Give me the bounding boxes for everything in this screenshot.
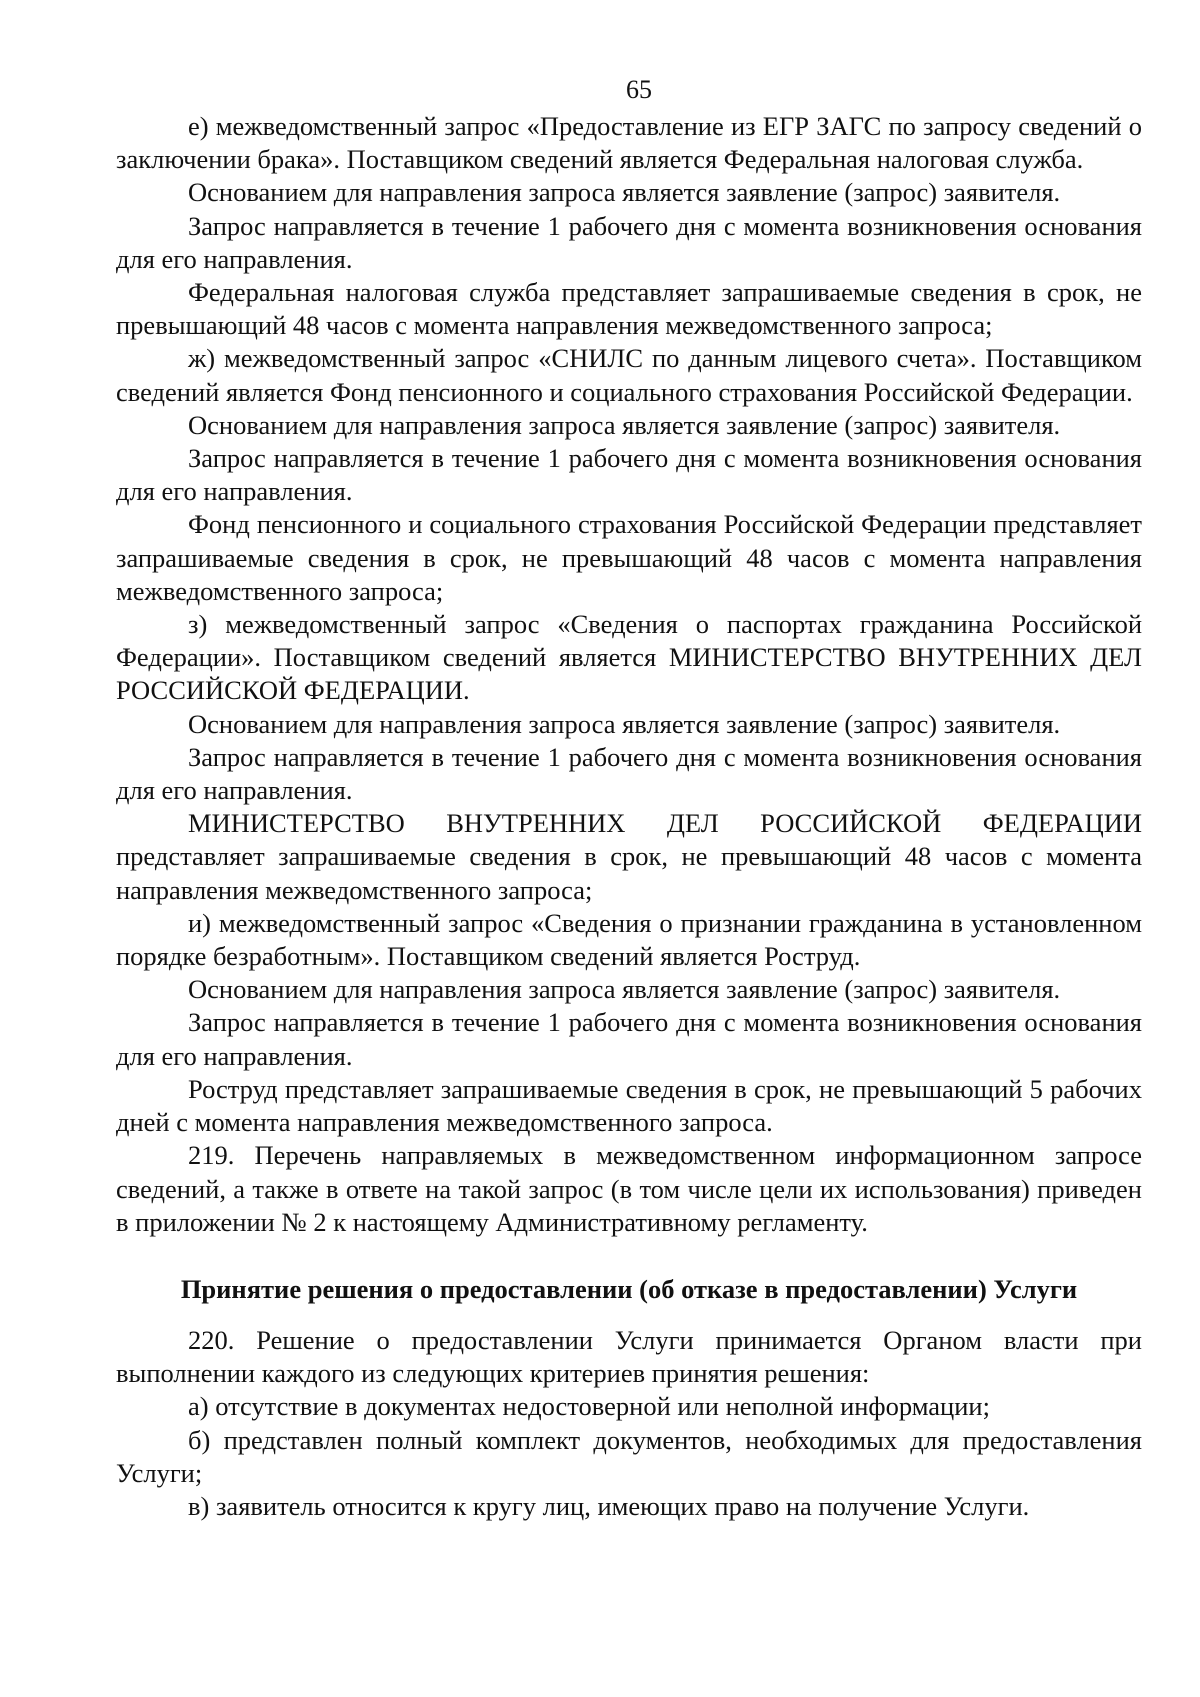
body-text-after <box>116 1324 1142 1523</box>
paragraph: ж) межведомственный запрос «СНИЛС по данным лицевого счета». Поставщиком сведений является Фонд пенсионного и социального страхования Российской Федерации. <box>116 343 1142 407</box>
paragraph: Запрос направляется в течение 1 рабочего дня с момента возникновения основания для его направления. <box>116 443 1142 507</box>
paragraph: Федеральная налоговая служба представляет запрашиваемые сведения в срок, не превышающий 48 часов с момента направления межведомственного запроса; <box>116 277 1142 341</box>
body-text-before <box>116 110 1142 1239</box>
paragraph: в) заявитель относится к кругу лиц, имеющих право на получение Услуги. <box>188 1490 1030 1521</box>
paragraph: а) отсутствие в документах недостоверной или неполной информации; <box>188 1391 990 1422</box>
paragraph: Основанием для направления запроса является заявление (запрос) заявителя. <box>188 974 1061 1005</box>
paragraph: Роструд представляет запрашиваемые сведения в срок, не превышающий 5 рабочих дней с момента направления межведомственного запроса. <box>116 1073 1142 1138</box>
paragraph: Фонд пенсионного и социального страхования Российской Федерации представляет запрашиваемые сведения в срок, не превышающий 48 часов с момента направления межведомственного запроса; <box>116 509 1142 606</box>
paragraph: б) представлен полный комплект документов, необходимых для предоставления Услуги; <box>116 1424 1142 1488</box>
paragraph: Основанием для направления запроса является заявление (запрос) заявителя. <box>188 177 1061 208</box>
paragraph: Запрос направляется в течение 1 рабочего дня с момента возникновения основания для его направления. <box>116 1007 1142 1071</box>
paragraph: Основанием для направления запроса является заявление (запрос) заявителя. <box>188 708 1061 739</box>
paragraph: МИНИСТЕРСТВО ВНУТРЕННИХ ДЕЛ РОССИЙСКОЙ ФЕДЕРАЦИИ представляет запрашиваемые сведения в срок, не превышающий 48 часов с момента направления межведомственного запроса; <box>116 808 1142 905</box>
paragraph: е) межведомственный запрос «Предоставление из ЕГР ЗАГС по запросу сведений о заключении брака». Поставщиком сведений является Федеральная налоговая служба. <box>116 111 1142 175</box>
paragraph: Запрос направляется в течение 1 рабочего дня с момента возникновения основания для его направления. <box>116 210 1142 274</box>
paragraph: Основанием для направления запроса является заявление (запрос) заявителя. <box>188 409 1061 440</box>
paragraph: з) межведомственный запрос «Сведения о паспортах гражданина Российской Федерации». Поставщиком сведений является МИНИСТЕРСТВО ВНУТРЕННИХ ДЕЛ РОССИЙСКОЙ ФЕДЕРАЦИИ. <box>116 609 1142 706</box>
section-heading: Принятие решения о предоставлении (об отказе в предоставлении) Услуги <box>180 1273 1078 1304</box>
paragraph: и) межведомственный запрос «Сведения о признании гражданина в установленном порядке безработным». Поставщиком сведений является Роструд. <box>116 907 1142 972</box>
page-number: 65 <box>626 75 652 104</box>
paragraph: Запрос направляется в течение 1 рабочего дня с момента возникновения основания для его направления. <box>116 741 1142 806</box>
paragraph: 220. Решение о предоставлении Услуги принимается Органом власти при выполнении каждого из следующих критериев принятия решения: <box>116 1324 1142 1389</box>
paragraph: 219. Перечень направляемых в межведомственном информационном запросе сведений, а также в ответе на такой запрос (в том числе цели их использования) приведен в приложении № 2 к настоящему Административному регламенту. <box>116 1140 1142 1237</box>
